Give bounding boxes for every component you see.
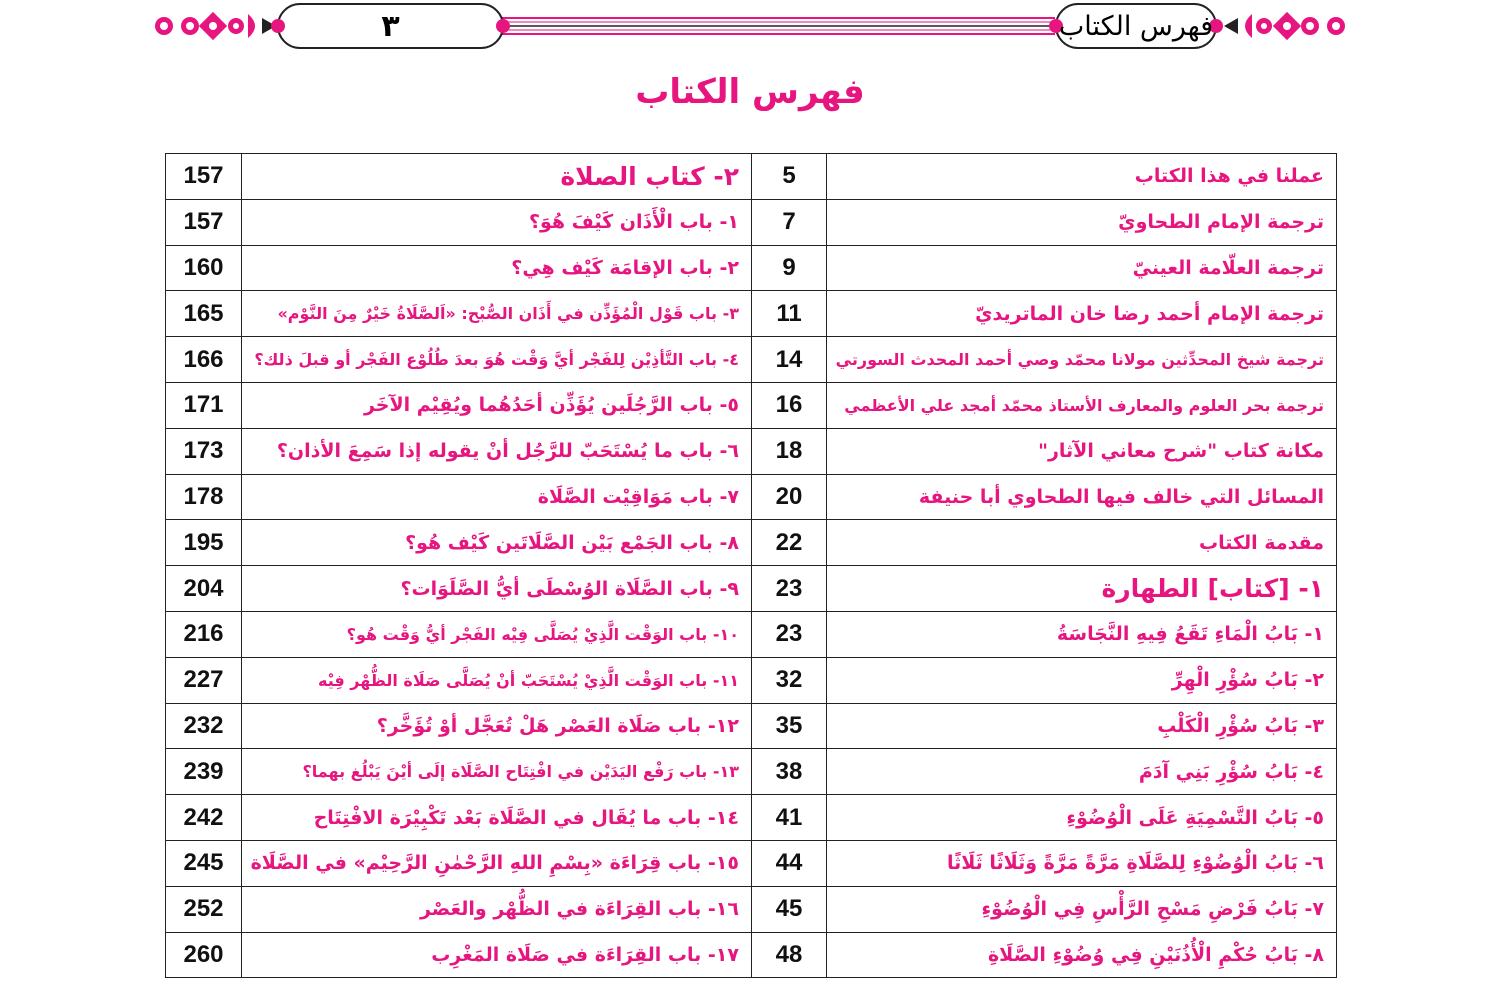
left-entry-title: ١٠- باب الوَقْت الَّذِيْ يُصَلَّى فِيْه الفَجْر أيُّ وَقْت هُو؟ [242,611,752,657]
table-row [166,520,1337,566]
right-entry-title: ١- بَابُ الْمَاءِ تَقَعُ فِيهِ النَّجَاسَةُ [827,611,1337,657]
right-entry-title: ١- [كتاب] الطهارة [827,566,1337,612]
left-entry-title: ١٦- باب القِرَاءَة في الظُّهْر والعَصْر [242,886,752,932]
table-row [166,154,1337,200]
right-entry-title: ٧- بَابُ فَرْضِ مَسْحِ الرَّأْسِ فِي الْوُضُوْءِ [827,886,1337,932]
page-header [150,0,1350,54]
left-page-number: 157 [166,199,242,245]
left-page-number: 232 [166,703,242,749]
table-row [166,566,1337,612]
right-page-number: 7 [752,199,827,245]
contents-table [165,153,1337,978]
left-page-number: 239 [166,749,242,795]
left-entry-title: ١٢- باب صَلَاة العَصْر هَلْ تُعَجَّل أوْ تُؤَخَّر؟ [242,703,752,749]
right-entry-title: ٦- بَابُ الْوُضُوْءِ لِلصَّلَاةِ مَرَّةً مَرَّةً وَثَلَاثًا ثَلَاثًا [827,840,1337,886]
right-page-number: 23 [752,611,827,657]
table-row [166,703,1337,749]
right-entry-title: عملنا في هذا الكتاب [827,154,1337,200]
left-page-number: 165 [166,291,242,337]
page-number: ٣ [381,8,400,44]
left-page-number: 227 [166,657,242,703]
table-row [166,474,1337,520]
left-entry-title: ٣- باب قَوْل الْمُؤَذِّن في أَذَان الصُّبْح: «اَلصَّلَاةُ خَيْرٌ مِنَ النَّوْم» [242,291,752,337]
right-entry-title: ترجمة الإمام الطحاويّ [827,199,1337,245]
left-entry-title: ٦- باب ما يُسْتَحَبّ للرَّجُل أنْ يقوله إذا سَمِعَ الأذان؟ [242,428,752,474]
right-page-number: 45 [752,886,827,932]
right-entry-title: ٨- بَابُ حُكْمِ الْأُذُنَيْنِ فِي وُضُوْءِ الصَّلَاةِ [827,932,1337,978]
right-page-number: 23 [752,566,827,612]
right-entry-title: ٥- بَابُ التَّسْمِيَةِ عَلَى الْوُضُوْءِ [827,795,1337,841]
left-page-number: 252 [166,886,242,932]
table-row [166,749,1337,795]
right-page-number: 35 [752,703,827,749]
left-entry-title: ١٣- باب رَفْع اليَدَيْن في افْتِتَاح الصَّلَاة إلَى أيْنَ يَبْلُغ بهما؟ [242,749,752,795]
left-ornament [155,12,276,40]
right-page-number: 20 [752,474,827,520]
left-page-number: 157 [166,154,242,200]
right-page-number: 32 [752,657,827,703]
left-page-number: 242 [166,795,242,841]
right-page-number: 11 [752,291,827,337]
right-entry-title: ترجمة بحر العلوم والمعارف الأستاذ محمّد أمجد علي الأعظمي [827,382,1337,428]
left-page-number: 245 [166,840,242,886]
right-entry-title: ترجمة الإمام أحمد رضا خان الماتريديّ [827,291,1337,337]
right-page-number: 22 [752,520,827,566]
table-row [166,428,1337,474]
left-page-number: 166 [166,337,242,383]
running-header-title: فهرس الكتاب [1058,10,1214,42]
right-page-number: 9 [752,245,827,291]
table-row [166,291,1337,337]
left-entry-title: ١٧- باب القِرَاءَة في صَلَاة المَغْرِب [242,932,752,978]
table-row [166,611,1337,657]
right-page-number: 16 [752,382,827,428]
left-entry-title: ٩- باب الصَّلَاة الوُسْطَى أيُّ الصَّلَوَات؟ [242,566,752,612]
right-ornament [1224,12,1345,40]
left-page-number: 204 [166,566,242,612]
left-entry-title: ٨- باب الجَمْع بَيْن الصَّلَاتَين كَيْف هُو؟ [242,520,752,566]
left-page-number: 260 [166,932,242,978]
left-page-number: 171 [166,382,242,428]
right-entry-title: مقدمة الكتاب [827,520,1337,566]
right-entry-title: ٤- بَابُ سُؤْرِ بَنِي آدَمَ [827,749,1337,795]
right-page-number: 5 [752,154,827,200]
table-row [166,382,1337,428]
table-row [166,886,1337,932]
left-entry-title: ٤- باب التَّأذِيْن لِلفَجْر أيَّ وَقْت هُوَ بعدَ طُلُوْع الفَجْر أو قبلَ ذلك؟ [242,337,752,383]
table-row [166,245,1337,291]
right-entry-title: ٣- بَابُ سُؤْرِ الْكَلْبِ [827,703,1337,749]
left-entry-title: ١١- باب الوَقْت الَّذِيْ يُسْتَحَبّ أنْ يُصَلَّى صَلَاة الظُّهْر فِيْه [242,657,752,703]
table-row [166,337,1337,383]
table-row [166,657,1337,703]
left-entry-title: ١٤- باب ما يُقَال في الصَّلَاة بَعْد تَكْبِيْرَة الافْتِتَاح [242,795,752,841]
right-page-number: 18 [752,428,827,474]
left-entry-title: ٢- باب الإقامَة كَيْف هِي؟ [242,245,752,291]
table-row [166,199,1337,245]
page-title: فهرس الكتاب [635,72,865,112]
left-page-number: 160 [166,245,242,291]
left-entry-title: ١- باب الْأَذَان كَيْفَ هُوَ؟ [242,199,752,245]
right-entry-title: مكانة كتاب "شرح معاني الآثار" [827,428,1337,474]
right-page-number: 38 [752,749,827,795]
left-entry-title: ٧- باب مَوَاقِيْت الصَّلَاة [242,474,752,520]
left-page-number: 195 [166,520,242,566]
right-page-number: 48 [752,932,827,978]
right-entry-title: المسائل التي خالف فيها الطحاوي أبا حنيفة [827,474,1337,520]
table-row [166,840,1337,886]
left-entry-title: ٥- باب الرَّجُلَين يُؤَذِّن أحَدُهُما ويُقِيْم الآخَر [242,382,752,428]
left-entry-title: ٢- كتاب الصلاة [242,154,752,200]
right-entry-title: ٢- بَابُ سُؤْرِ الْهِرِّ [827,657,1337,703]
table-row [166,795,1337,841]
right-page-number: 44 [752,840,827,886]
right-page-number: 14 [752,337,827,383]
right-page-number: 41 [752,795,827,841]
left-entry-title: ١٥- باب قِرَاءَة «بِسْمِ اللهِ الرَّحْمٰنِ الرَّحِيْم» في الصَّلَاة [242,840,752,886]
right-entry-title: ترجمة شيخ المحدِّثين مولانا محمّد وصي أحمد المحدث السورتي [827,337,1337,383]
left-page-number: 216 [166,611,242,657]
left-page-number: 178 [166,474,242,520]
right-entry-title: ترجمة العلّامة العينيّ [827,245,1337,291]
table-row [166,932,1337,978]
left-page-number: 173 [166,428,242,474]
